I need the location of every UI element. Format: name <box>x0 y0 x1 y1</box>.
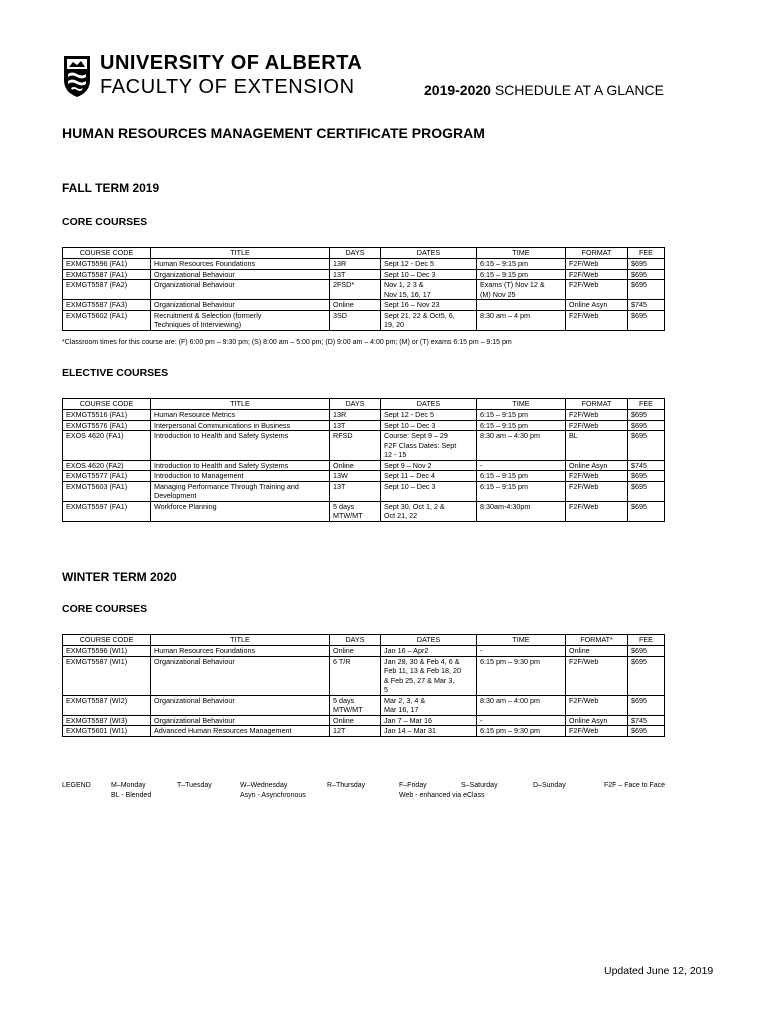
legend-item-primary: W–Wednesday <box>240 782 288 789</box>
cell-dates: Sept 12 - Dec 5 <box>381 259 477 270</box>
cell-format: F2F/Web <box>566 310 628 330</box>
cell-days: 13W <box>330 471 381 482</box>
legend-item-primary: F–Friday <box>399 782 427 789</box>
cell-format: F2F/Web <box>566 501 628 521</box>
cell-course-code: EXMGT5596 (WI1) <box>63 646 151 657</box>
legend-item <box>461 781 498 791</box>
table-row <box>63 656 665 695</box>
table-row <box>63 310 665 330</box>
table-row <box>63 481 665 501</box>
legend-item <box>604 781 665 791</box>
cell-time: 6:15 pm – 9:30 pm <box>477 656 566 695</box>
cell-dates: Sept 10 – Dec 3 <box>381 481 477 501</box>
cell-days: RFSD <box>330 431 381 461</box>
table-header-row <box>63 399 665 410</box>
cell-format: BL <box>566 431 628 461</box>
cell-dates: Nov 1, 2 3 & Nov 15, 16, 17 <box>381 280 477 300</box>
legend-item-primary: S–Saturday <box>461 782 498 789</box>
cell-title: Organizational Behaviour <box>151 300 330 311</box>
cell-course-code: EXMGT5516 (FA1) <box>63 410 151 421</box>
legend-item-secondary: Web - enhanced via eClass <box>399 792 485 799</box>
cell-title: Introduction to Health and Safety Systems <box>151 460 330 471</box>
document-header <box>62 50 702 110</box>
cell-dates: Sept 12 - Dec 5 <box>381 410 477 421</box>
legend-item-primary: R–Thursday <box>327 782 366 789</box>
cell-title: Organizational Behaviour <box>151 695 330 715</box>
column-header-time: TIME <box>477 399 566 410</box>
column-header-days: DAYS <box>330 248 381 259</box>
cell-time: - <box>477 460 566 471</box>
cell-days: 6 T/R <box>330 656 381 695</box>
cell-format: F2F/Web <box>566 420 628 431</box>
cell-days: 2FSD* <box>330 280 381 300</box>
cell-time: 8:30 am – 4:00 pm <box>477 695 566 715</box>
cell-days: 12T <box>330 726 381 737</box>
cell-title: Workforce Planning <box>151 501 330 521</box>
cell-dates: Sept 21, 22 & Oct5, 6, 19, 20 <box>381 310 477 330</box>
fall-elective-heading: ELECTIVE COURSES <box>62 367 169 379</box>
cell-title: Managing Performance Through Training and Development <box>151 481 330 501</box>
cell-title: Advanced Human Resources Management <box>151 726 330 737</box>
cell-format: F2F/Web <box>566 269 628 280</box>
cell-fee: $695 <box>628 695 665 715</box>
cell-course-code: EXMGT5602 (FA1) <box>63 310 151 330</box>
cell-fee: $695 <box>628 410 665 421</box>
cell-days: Online <box>330 715 381 726</box>
winter-core-table <box>62 634 665 737</box>
column-header-dates: DATES <box>381 635 477 646</box>
fall-elective-table <box>62 398 665 522</box>
cell-time <box>477 300 566 311</box>
cell-format: F2F/Web <box>566 481 628 501</box>
cell-days: 3SD <box>330 310 381 330</box>
cell-fee: $695 <box>628 501 665 521</box>
cell-format: Online Asyn <box>566 715 628 726</box>
cell-title: Human Resources Foundations <box>151 259 330 270</box>
cell-days: 13R <box>330 259 381 270</box>
legend-item <box>111 781 151 801</box>
column-header-days: DAYS <box>330 635 381 646</box>
cell-course-code: EXMGT5576 (FA1) <box>63 420 151 431</box>
cell-title: Organizational Behaviour <box>151 715 330 726</box>
column-header-course-code: COURSE CODE <box>63 399 151 410</box>
schedule-title <box>424 82 664 98</box>
cell-fee: $695 <box>628 280 665 300</box>
cell-time: - <box>477 715 566 726</box>
legend-item <box>533 781 566 791</box>
cell-course-code: EXMGT5587 (WI1) <box>63 656 151 695</box>
cell-dates: Mar 2, 3, 4 & Mar 16, 17 <box>381 695 477 715</box>
winter-core-heading: CORE COURSES <box>62 603 148 615</box>
cell-course-code: EXMGT5577 (FA1) <box>63 471 151 482</box>
table-row <box>63 471 665 482</box>
cell-format: Online Asyn <box>566 460 628 471</box>
legend-item-secondary: BL - Blended <box>111 792 152 799</box>
winter-term-heading: WINTER TERM 2020 <box>62 570 177 584</box>
fall-core-note: *Classroom times for this course are: (F) 6:00 pm – 9:30 pm; (S) 8:00 am – 5:00 pm; (D) 9:00 am – 4:00 pm; (M) or (T) exams 6:15 pm – 9:15 pm <box>62 339 512 346</box>
table-row <box>63 726 665 737</box>
cell-time: 6:15 – 9:15 pm <box>477 259 566 270</box>
university-name: UNIVERSITY OF ALBERTA <box>100 52 363 74</box>
cell-course-code: EXMGT5587 (WI2) <box>63 695 151 715</box>
cell-time: 6:15 pm – 9:30 pm <box>477 726 566 737</box>
legend-item-primary: D–Sunday <box>533 782 566 789</box>
fall-term-heading: FALL TERM 2019 <box>62 181 160 195</box>
legend-item <box>240 781 306 801</box>
cell-format: F2F/Web <box>566 280 628 300</box>
program-title: HUMAN RESOURCES MANAGEMENT CERTIFICATE PROGRAM <box>62 125 485 141</box>
table-header-row <box>63 248 665 259</box>
cell-course-code: EXMGT5597 (FA1) <box>63 501 151 521</box>
cell-fee: $695 <box>628 310 665 330</box>
cell-fee: $695 <box>628 269 665 280</box>
cell-fee: $695 <box>628 471 665 482</box>
cell-time: 6:15 – 9:15 pm <box>477 410 566 421</box>
cell-days: 13T <box>330 269 381 280</box>
fall-core-table <box>62 247 665 331</box>
cell-time: - <box>477 646 566 657</box>
cell-days: 13R <box>330 410 381 421</box>
cell-fee: $695 <box>628 481 665 501</box>
cell-dates: Sept 10 – Dec 3 <box>381 420 477 431</box>
cell-format: Online Asyn <box>566 300 628 311</box>
column-header-time: TIME <box>477 635 566 646</box>
cell-fee: $745 <box>628 715 665 726</box>
cell-time: Exams (T) Nov 12 & (M) Nov 25 <box>477 280 566 300</box>
cell-time: 8:30 am – 4 pm <box>477 310 566 330</box>
cell-days: 13T <box>330 420 381 431</box>
faculty-name: FACULTY OF EXTENSION <box>100 76 355 98</box>
cell-dates: Course: Sept 9 – 29 F2F Class Dates: Sept 12 - 15 <box>381 431 477 461</box>
column-header-title: TITLE <box>151 248 330 259</box>
column-header-format: FORMAT <box>566 399 628 410</box>
cell-course-code: EXOS 4620 (FA2) <box>63 460 151 471</box>
legend-item <box>177 781 212 791</box>
legend-item-secondary: Asyn - Asynchronous <box>240 792 306 799</box>
cell-title: Introduction to Management <box>151 471 330 482</box>
cell-dates: Sept 11 – Dec 4 <box>381 471 477 482</box>
cell-title: Organizational Behaviour <box>151 269 330 280</box>
table-row <box>63 715 665 726</box>
cell-title: Recruitment & Selection (formerly Techniques of Interviewing) <box>151 310 330 330</box>
cell-days: 5 days MTW/MT <box>330 501 381 521</box>
cell-dates: Jan 16 – Apr2 <box>381 646 477 657</box>
cell-title: Interpersonal Communications in Business <box>151 420 330 431</box>
table-row <box>63 460 665 471</box>
fall-core-heading: CORE COURSES <box>62 216 148 228</box>
cell-course-code: EXMGT5603 (FA1) <box>63 481 151 501</box>
cell-fee: $695 <box>628 259 665 270</box>
column-header-days: DAYS <box>330 399 381 410</box>
cell-course-code: EXMGT5601 (WI1) <box>63 726 151 737</box>
cell-format: F2F/Web <box>566 695 628 715</box>
table-row <box>63 501 665 521</box>
cell-course-code: EXMGT5596 (FA1) <box>63 259 151 270</box>
table-row <box>63 695 665 715</box>
cell-course-code: EXMGT5587 (FA2) <box>63 280 151 300</box>
cell-dates: Jan 14 – Mar 31 <box>381 726 477 737</box>
cell-format: F2F/Web <box>566 259 628 270</box>
legend-item <box>327 781 365 791</box>
cell-fee: $695 <box>628 726 665 737</box>
legend-item-primary: T–Tuesday <box>177 782 212 789</box>
table-row <box>63 646 665 657</box>
cell-time: 8:30 am – 4:30 pm <box>477 431 566 461</box>
legend-item-primary: M–Monday <box>111 782 146 789</box>
cell-time: 6:15 – 9:15 pm <box>477 420 566 431</box>
cell-fee: $695 <box>628 431 665 461</box>
cell-title: Introduction to Health and Safety Systems <box>151 431 330 461</box>
column-header-format: FORMAT* <box>566 635 628 646</box>
cell-time: 8:30am-4:30pm <box>477 501 566 521</box>
cell-time: 6:15 – 9:15 pm <box>477 481 566 501</box>
column-header-course-code: COURSE CODE <box>63 248 151 259</box>
cell-title: Organizational Behaviour <box>151 280 330 300</box>
table-row <box>63 280 665 300</box>
cell-dates: Sept 16 – Nov 23 <box>381 300 477 311</box>
legend-item-primary: F2F – Face to Face <box>604 782 666 789</box>
cell-fee: $695 <box>628 646 665 657</box>
updated-date: Updated June 12, 2019 <box>604 965 714 977</box>
cell-time: 6:15 – 9:15 pm <box>477 471 566 482</box>
table-row <box>63 431 665 461</box>
column-header-title: TITLE <box>151 399 330 410</box>
cell-dates: Jan 28, 30 & Feb 4, 6 & Feb 11, 13 & Feb 18, 20 & Feb 25, 27 & Mar 3, 5 <box>381 656 477 695</box>
cell-days: Online <box>330 646 381 657</box>
legend-label: LEGEND <box>62 782 91 789</box>
cell-dates: Jan 7 – Mar 16 <box>381 715 477 726</box>
column-header-dates: DATES <box>381 248 477 259</box>
schedule-label: SCHEDULE AT A GLANCE <box>490 82 664 98</box>
schedule-year: 2019-2020 <box>424 82 491 98</box>
cell-days: 5 days MTW/MT <box>330 695 381 715</box>
table-row <box>63 300 665 311</box>
cell-days: 13T <box>330 481 381 501</box>
cell-format: F2F/Web <box>566 656 628 695</box>
cell-course-code: EXMGT5587 (FA1) <box>63 269 151 280</box>
cell-time: 6:15 – 9:15 pm <box>477 269 566 280</box>
cell-days: Online <box>330 460 381 471</box>
column-header-format: FORMAT <box>566 248 628 259</box>
cell-format: F2F/Web <box>566 410 628 421</box>
cell-course-code: EXMGT5587 (FA3) <box>63 300 151 311</box>
cell-format: Online <box>566 646 628 657</box>
table-row <box>63 269 665 280</box>
cell-dates: Sept 9 – Nov 2 <box>381 460 477 471</box>
cell-title: Human Resource Metrics <box>151 410 330 421</box>
column-header-dates: DATES <box>381 399 477 410</box>
cell-dates: Sept 10 – Dec 3 <box>381 269 477 280</box>
cell-format: F2F/Web <box>566 726 628 737</box>
cell-fee: $695 <box>628 420 665 431</box>
cell-dates: Sept 30, Oct 1, 2 & Oct 21, 22 <box>381 501 477 521</box>
table-header-row <box>63 635 665 646</box>
table-row <box>63 420 665 431</box>
university-crest-icon <box>62 52 92 98</box>
cell-days: Online <box>330 300 381 311</box>
cell-course-code: EXOS 4620 (FA1) <box>63 431 151 461</box>
cell-course-code: EXMGT5587 (WI3) <box>63 715 151 726</box>
cell-title: Human Resources Foundations <box>151 646 330 657</box>
column-header-fee: FEE <box>628 635 665 646</box>
cell-fee: $745 <box>628 300 665 311</box>
column-header-time: TIME <box>477 248 566 259</box>
cell-fee: $695 <box>628 656 665 695</box>
column-header-fee: FEE <box>628 399 665 410</box>
column-header-course-code: COURSE CODE <box>63 635 151 646</box>
column-header-title: TITLE <box>151 635 330 646</box>
table-row <box>63 259 665 270</box>
cell-fee: $745 <box>628 460 665 471</box>
column-header-fee: FEE <box>628 248 665 259</box>
cell-title: Organizational Behaviour <box>151 656 330 695</box>
table-row <box>63 410 665 421</box>
cell-format: F2F/Web <box>566 471 628 482</box>
